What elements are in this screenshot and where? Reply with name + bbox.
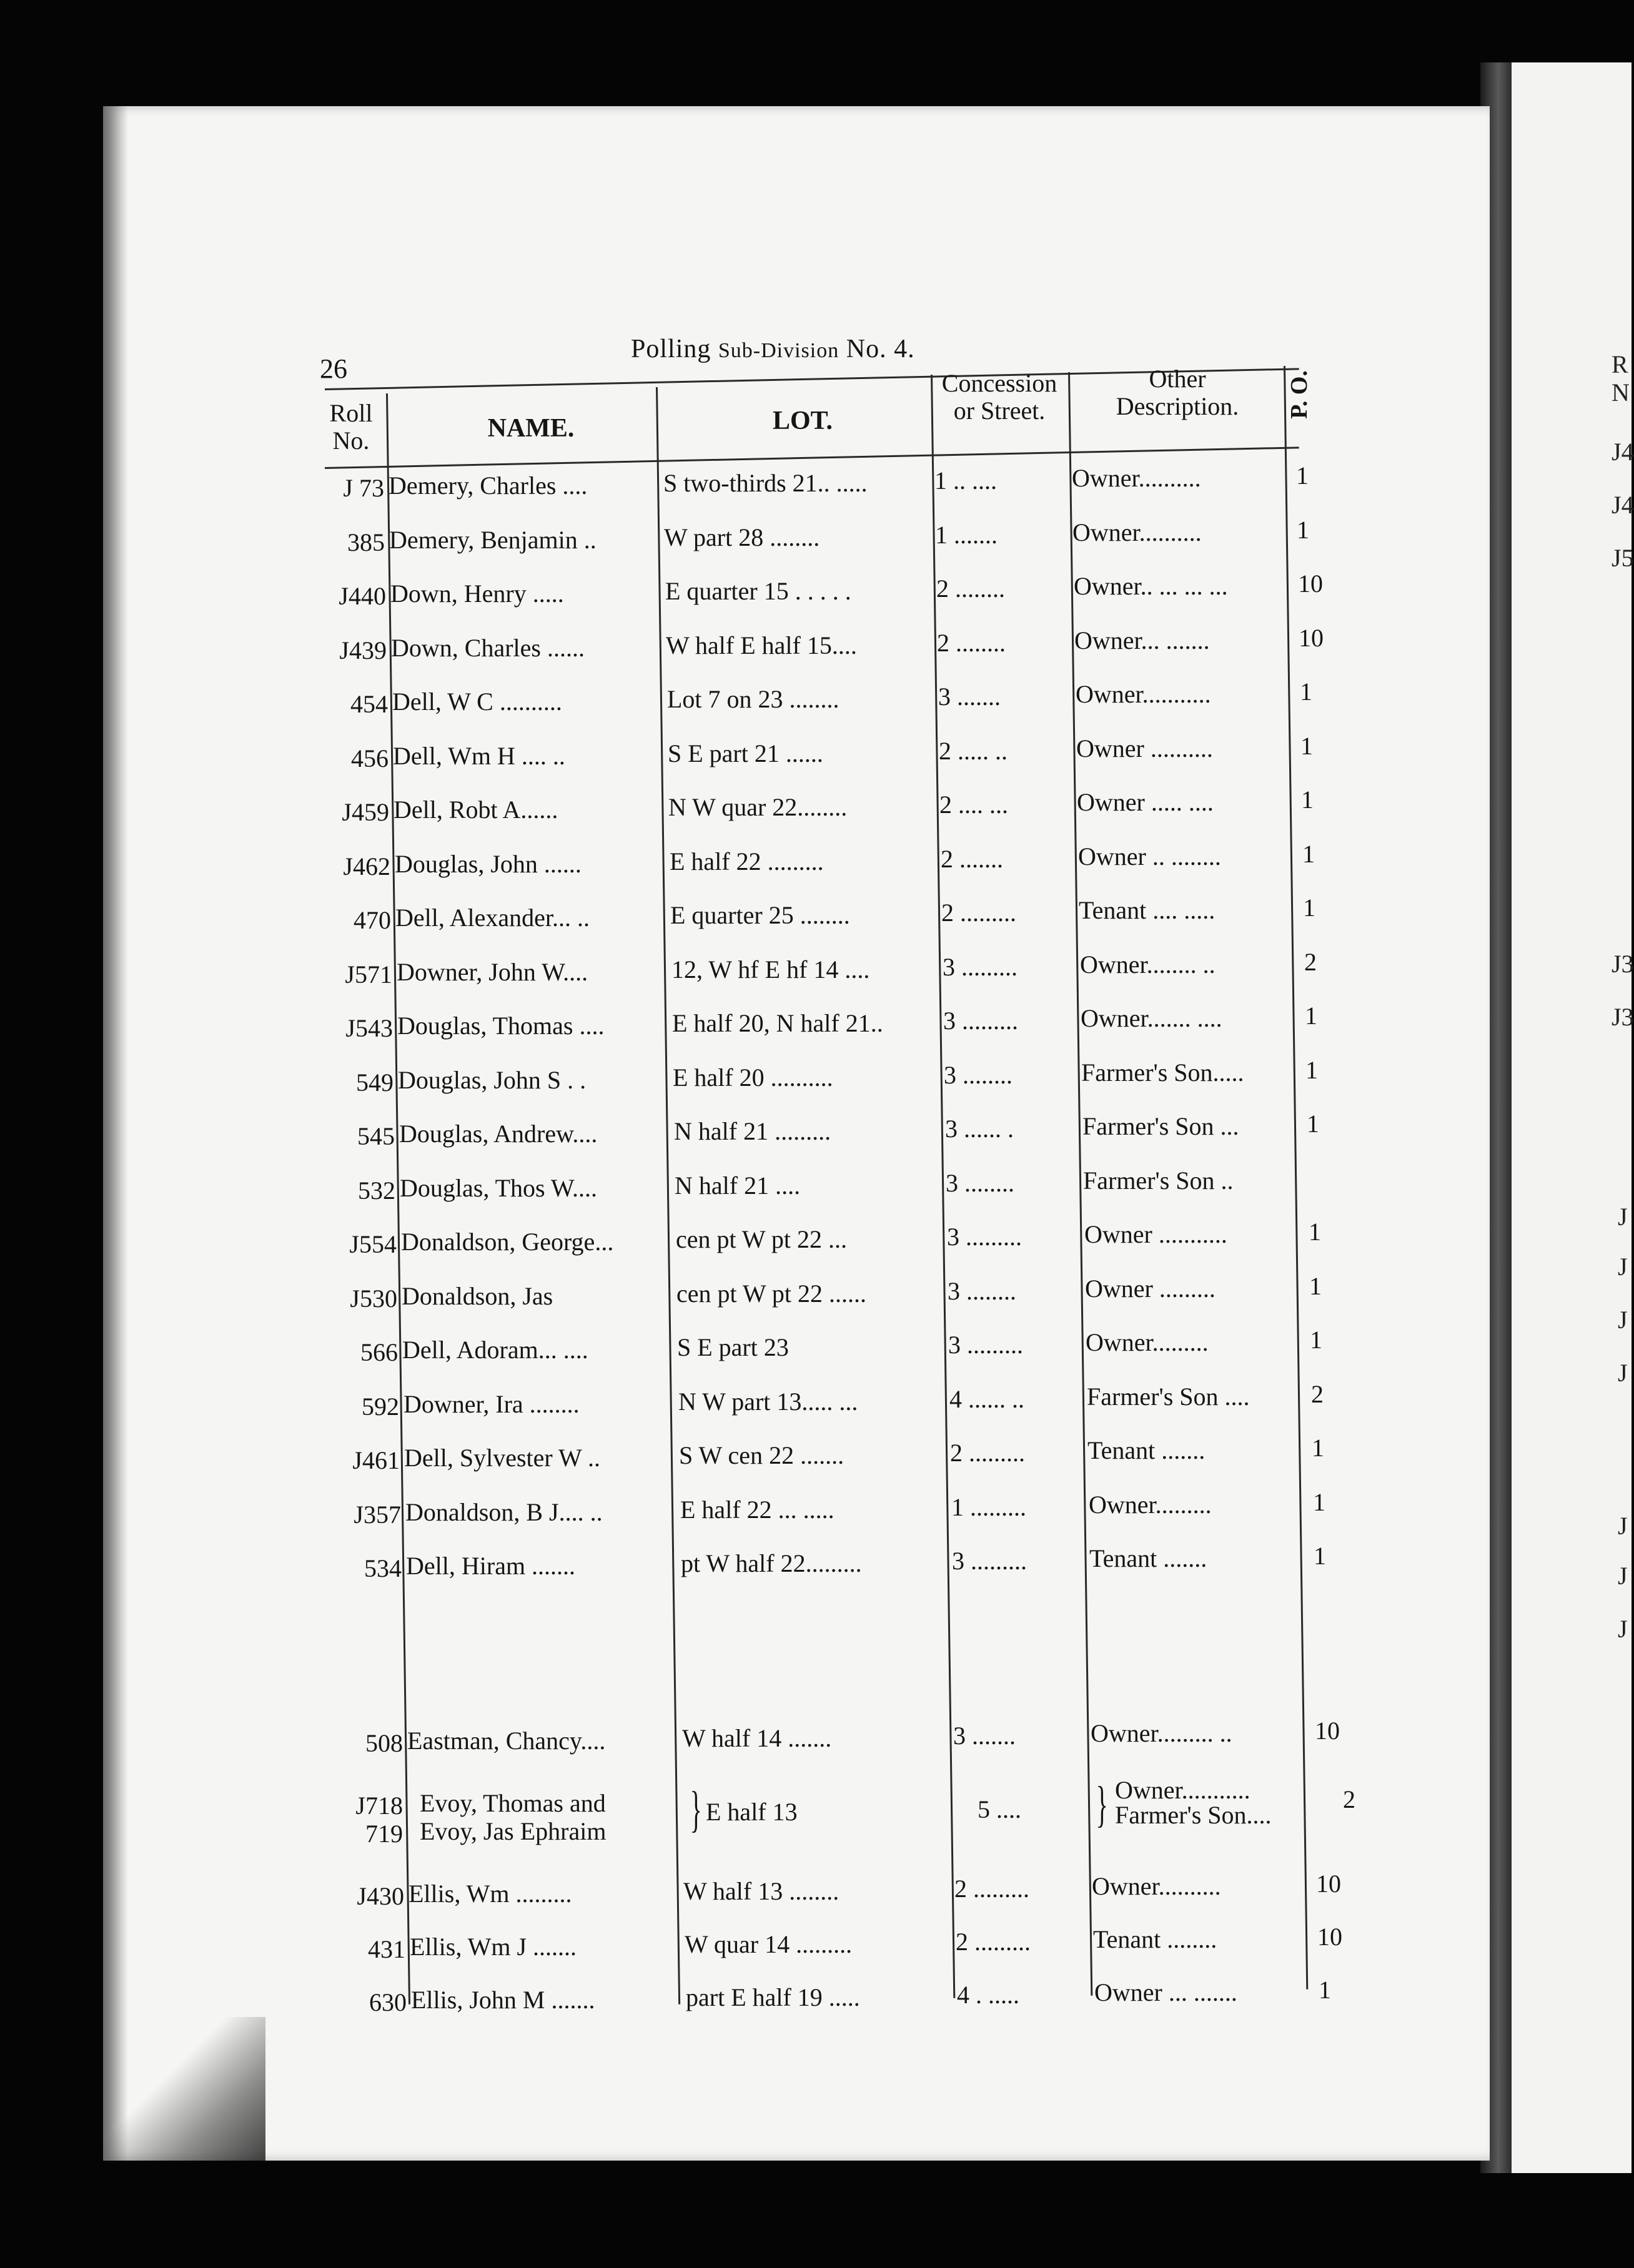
- header-roll-line1: Roll: [329, 399, 373, 427]
- roll-number: J718: [355, 1792, 403, 1820]
- post-office: 10: [1299, 623, 1324, 652]
- post-office: 2: [1311, 1379, 1324, 1408]
- concession: 3 .........: [947, 1223, 1022, 1251]
- concession: 3 .........: [948, 1331, 1023, 1359]
- other-description: Owner.. ... ... ...: [1074, 572, 1228, 600]
- voter-name: Down, Charles ......: [391, 633, 585, 662]
- header-name: NAME.: [487, 414, 575, 443]
- roll-number: 470: [354, 906, 391, 934]
- voter-name: Douglas, John ......: [395, 849, 582, 878]
- lot: W half 13 ........: [683, 1877, 839, 1905]
- other-description: Owner....... ....: [1081, 1004, 1222, 1032]
- roll-number: 454: [350, 690, 388, 718]
- facing-page-mark: J5: [1612, 544, 1634, 572]
- facing-page-mark: J4: [1612, 438, 1634, 466]
- lot: S E part 23: [677, 1333, 789, 1361]
- facing-page-mark: J3: [1612, 1003, 1634, 1031]
- concession: 3 ........: [948, 1276, 1016, 1305]
- concession: 3 .........: [952, 1547, 1027, 1575]
- title-word-polling: Polling: [631, 335, 711, 363]
- other-description: Tenant ........: [1093, 1925, 1217, 1953]
- other-description: Owner..........: [1092, 1872, 1221, 1900]
- roll-number: J571: [345, 960, 392, 989]
- concession: 1 .......: [935, 520, 998, 549]
- lot: W half E half 15....: [666, 631, 857, 659]
- header-concession-line1: Concession: [941, 369, 1057, 397]
- concession: 3 ...... .: [945, 1115, 1014, 1143]
- header-concession-line2: or Street.: [953, 397, 1046, 425]
- post-office: 1: [1307, 1110, 1319, 1138]
- post-office: 2: [1343, 1785, 1355, 1813]
- other-description: Owner .. ........: [1078, 842, 1221, 870]
- roll-number: 549: [356, 1068, 394, 1097]
- voter-name: Downer, John W....: [397, 957, 588, 986]
- other-description: Tenant .......: [1089, 1544, 1207, 1572]
- post-office: 10: [1316, 1870, 1341, 1898]
- header-roll: [320, 400, 382, 455]
- post-office: 1: [1319, 1976, 1331, 2004]
- post-office: 1: [1297, 515, 1309, 544]
- voter-name: Douglas, John S . .: [398, 1065, 587, 1094]
- voter-name: Ellis, John M .......: [411, 1986, 595, 2014]
- brace-icon: }: [1096, 1777, 1108, 1832]
- other-description: Owner ... .......: [1094, 1978, 1237, 2006]
- post-office: 1: [1300, 731, 1313, 760]
- facing-page-mark: J: [1618, 1359, 1628, 1387]
- roll-number: 456: [351, 744, 389, 772]
- voter-name: Dell, Alexander... ..: [395, 904, 590, 932]
- other-description: Tenant .......: [1087, 1436, 1206, 1464]
- title-word-subdivision: Sub-Division: [718, 339, 839, 362]
- voter-name: Dell, Wm H .... ..: [393, 741, 565, 770]
- facing-page-mark: J: [1618, 1306, 1628, 1334]
- lot: E half 22 .........: [670, 847, 824, 875]
- lot: W quar 14 .........: [685, 1930, 853, 1958]
- post-office: 1: [1314, 1542, 1326, 1570]
- other-description: Owner.........: [1089, 1490, 1212, 1519]
- other-description: Farmer's Son ...: [1082, 1112, 1239, 1140]
- voter-name: Demery, Benjamin ..: [389, 525, 597, 554]
- post-office: 1: [1312, 1434, 1324, 1462]
- post-office: 1: [1296, 461, 1309, 490]
- lot: N half 21 .........: [674, 1117, 831, 1145]
- post-office: 1: [1300, 678, 1312, 706]
- roll-number: 630: [369, 1988, 407, 2016]
- roll-number: 508: [365, 1729, 403, 1757]
- voter-name: Dell, W C ..........: [392, 688, 562, 716]
- concession: 4 ...... ..: [949, 1384, 1024, 1413]
- other-description: Owner ...........: [1084, 1220, 1227, 1248]
- roll-number: J357: [354, 1500, 401, 1529]
- concession: 2 .......: [941, 844, 1003, 873]
- voter-name: Donaldson, Jas: [402, 1281, 553, 1310]
- voter-name: Eastman, Chancy....: [407, 1727, 606, 1755]
- post-office: 1: [1305, 1002, 1317, 1030]
- other-description: Farmer's Son ....: [1087, 1382, 1250, 1411]
- facing-page-mark: J4: [1612, 491, 1634, 519]
- header-other-description: [1087, 365, 1268, 420]
- page-title: [631, 334, 915, 364]
- lot: S two-thirds 21.. .....: [663, 469, 868, 497]
- post-office: 1: [1310, 1326, 1322, 1354]
- facing-page-mark: J: [1618, 1253, 1628, 1281]
- voter-name: Ellis, Wm J .......: [410, 1933, 577, 1961]
- voter-name: Douglas, Thos W....: [400, 1173, 597, 1202]
- other-description: Owner.........: [1086, 1328, 1209, 1356]
- facing-page-edge: [1512, 62, 1632, 2173]
- header-roll-line2: No.: [332, 426, 370, 455]
- roll-number: J530: [350, 1284, 397, 1313]
- header-concession: [928, 370, 1071, 425]
- roll-number: 534: [364, 1554, 402, 1582]
- voter-name: Evoy, Thomas and: [420, 1789, 606, 1817]
- lot: 12, W hf E hf 14 ....: [671, 955, 870, 984]
- other-description: Tenant .... .....: [1079, 896, 1216, 924]
- post-office: 2: [1304, 947, 1317, 976]
- lot: part E half 19 .....: [686, 1983, 860, 2011]
- roll-number: 719: [365, 1820, 403, 1848]
- concession: 1 .........: [951, 1492, 1026, 1521]
- voter-name: Dell, Robt A......: [394, 796, 558, 824]
- voter-name: Downer, Ira ........: [404, 1389, 580, 1418]
- page-corner-wear: [103, 2017, 265, 2161]
- post-office: 1: [1302, 839, 1315, 868]
- voter-name: Dell, Adoram... ....: [402, 1336, 588, 1364]
- voter-name: Donaldson, George...: [401, 1228, 614, 1256]
- voter-name: Ellis, Wm .........: [408, 1880, 572, 1908]
- other-description: Owner........ ..: [1080, 950, 1216, 979]
- post-office: 1: [1309, 1271, 1322, 1300]
- page-number: 26: [320, 353, 347, 384]
- brace-icon: }: [690, 1782, 702, 1837]
- concession: 3 .........: [943, 1007, 1018, 1035]
- concession: 2 ........: [936, 574, 1005, 603]
- concession: 5 ....: [978, 1795, 1021, 1823]
- other-description: Owner... .......: [1074, 626, 1210, 654]
- lot: E half 22 ... .....: [680, 1495, 834, 1524]
- roll-number: J430: [357, 1882, 404, 1910]
- header-lot: LOT.: [772, 407, 833, 435]
- roll-number: 532: [358, 1176, 395, 1205]
- lot: N half 21 ....: [675, 1171, 801, 1200]
- post-office: 1: [1313, 1487, 1325, 1516]
- roll-number: J 73: [343, 474, 384, 502]
- page-binding-shadow: [103, 106, 128, 2161]
- concession: 3 ........: [944, 1060, 1013, 1089]
- roll-number: 385: [347, 528, 385, 556]
- facing-page-mark: J: [1618, 1615, 1628, 1643]
- other-description: Owner...........: [1076, 680, 1211, 708]
- other-description: Owner......... ..: [1091, 1719, 1232, 1747]
- voter-name: Demery, Charles ....: [389, 471, 588, 500]
- lot: E half 20, N half 21..: [672, 1009, 883, 1037]
- lot: cen pt W pt 22 ......: [676, 1279, 867, 1308]
- header-other-line1: Other: [1149, 365, 1206, 393]
- voter-name: Evoy, Jas Ephraim: [420, 1817, 607, 1845]
- lot: N W quar 22........: [668, 793, 848, 821]
- other-description: Owner ..........: [1076, 734, 1213, 762]
- roll-number: 431: [368, 1935, 405, 1963]
- other-description: Owner .........: [1085, 1274, 1216, 1303]
- lot: N W part 13..... ...: [678, 1387, 858, 1416]
- voter-name: Douglas, Andrew....: [399, 1120, 598, 1148]
- roll-number: J439: [339, 636, 387, 664]
- voter-name: Douglas, Thomas ....: [397, 1012, 605, 1040]
- title-number: No. 4.: [846, 335, 915, 363]
- other-description: Owner..........: [1072, 518, 1202, 546]
- concession: 4 . .....: [957, 1981, 1019, 2009]
- lot: E half 13: [706, 1798, 798, 1826]
- concession: 3 .........: [943, 952, 1018, 981]
- roll-number: J461: [352, 1446, 400, 1474]
- concession: 2 ..... ..: [939, 736, 1008, 765]
- voter-name: Dell, Sylvester W ..: [404, 1444, 601, 1472]
- other-description: Farmer's Son.....: [1081, 1058, 1244, 1087]
- post-office: 1: [1305, 1055, 1318, 1084]
- post-office: 1: [1303, 894, 1315, 922]
- lot: W part 28 ........: [664, 523, 820, 551]
- post-office: 1: [1301, 786, 1314, 814]
- other-description: Farmer's Son ..: [1083, 1166, 1234, 1195]
- facing-page-mark: J: [1618, 1512, 1628, 1540]
- roll-number: J440: [339, 582, 386, 610]
- voter-name: Dell, Hiram .......: [406, 1552, 576, 1580]
- lot: S E part 21 ......: [668, 739, 823, 767]
- lot: W half 14 .......: [682, 1724, 832, 1752]
- roll-number: J543: [345, 1014, 393, 1042]
- other-description: Owner..........: [1072, 464, 1201, 492]
- lot: cen pt W pt 22 ...: [676, 1225, 848, 1253]
- roll-number: 566: [360, 1338, 398, 1366]
- lot: Lot 7 on 23 ........: [667, 685, 839, 713]
- facing-page-mark: R: [1612, 350, 1628, 378]
- facing-page-mark: J: [1618, 1562, 1628, 1590]
- roll-number: J554: [349, 1230, 397, 1258]
- voter-name: Donaldson, B J.... ..: [405, 1497, 603, 1526]
- lot: E half 20 ..........: [673, 1063, 833, 1092]
- facing-page-mark: J: [1618, 1203, 1628, 1231]
- lot: E quarter 15 . . . . .: [665, 577, 851, 605]
- lot: E quarter 25 ........: [670, 901, 850, 929]
- concession: 1 .. ....: [934, 466, 997, 495]
- voter-name: Down, Henry .....: [390, 579, 564, 608]
- post-office: 10: [1315, 1717, 1340, 1745]
- other-description: Owner ..... ....: [1077, 788, 1214, 816]
- lot: S W cen 22 .......: [679, 1441, 844, 1469]
- header-other-line2: Description.: [1116, 392, 1239, 420]
- concession: 2 .........: [956, 1928, 1031, 1956]
- header-po: P. O.: [1286, 370, 1312, 419]
- concession: 3 ........: [946, 1168, 1014, 1197]
- concession: 2 .........: [950, 1439, 1025, 1467]
- other-description: Farmer's Son....: [1115, 1801, 1272, 1829]
- facing-page-mark: J3: [1612, 950, 1634, 978]
- lot: pt W half 22.........: [681, 1549, 862, 1577]
- concession: 2 .........: [941, 899, 1016, 927]
- post-office: 10: [1298, 569, 1323, 598]
- other-description: Owner...........: [1115, 1776, 1250, 1804]
- concession: 3 .......: [938, 683, 1001, 711]
- concession: 2 ........: [937, 628, 1006, 657]
- roll-number: 545: [357, 1122, 395, 1150]
- roll-number: 592: [362, 1392, 399, 1421]
- roll-number: J462: [343, 852, 390, 880]
- concession: 2 .........: [954, 1875, 1029, 1903]
- roll-number: J459: [342, 798, 389, 826]
- concession: 2 .... ...: [939, 791, 1008, 819]
- concession: 3 .......: [953, 1722, 1016, 1750]
- facing-page-mark: N: [1612, 378, 1630, 407]
- post-office: 1: [1309, 1218, 1321, 1246]
- post-office: 10: [1317, 1923, 1342, 1951]
